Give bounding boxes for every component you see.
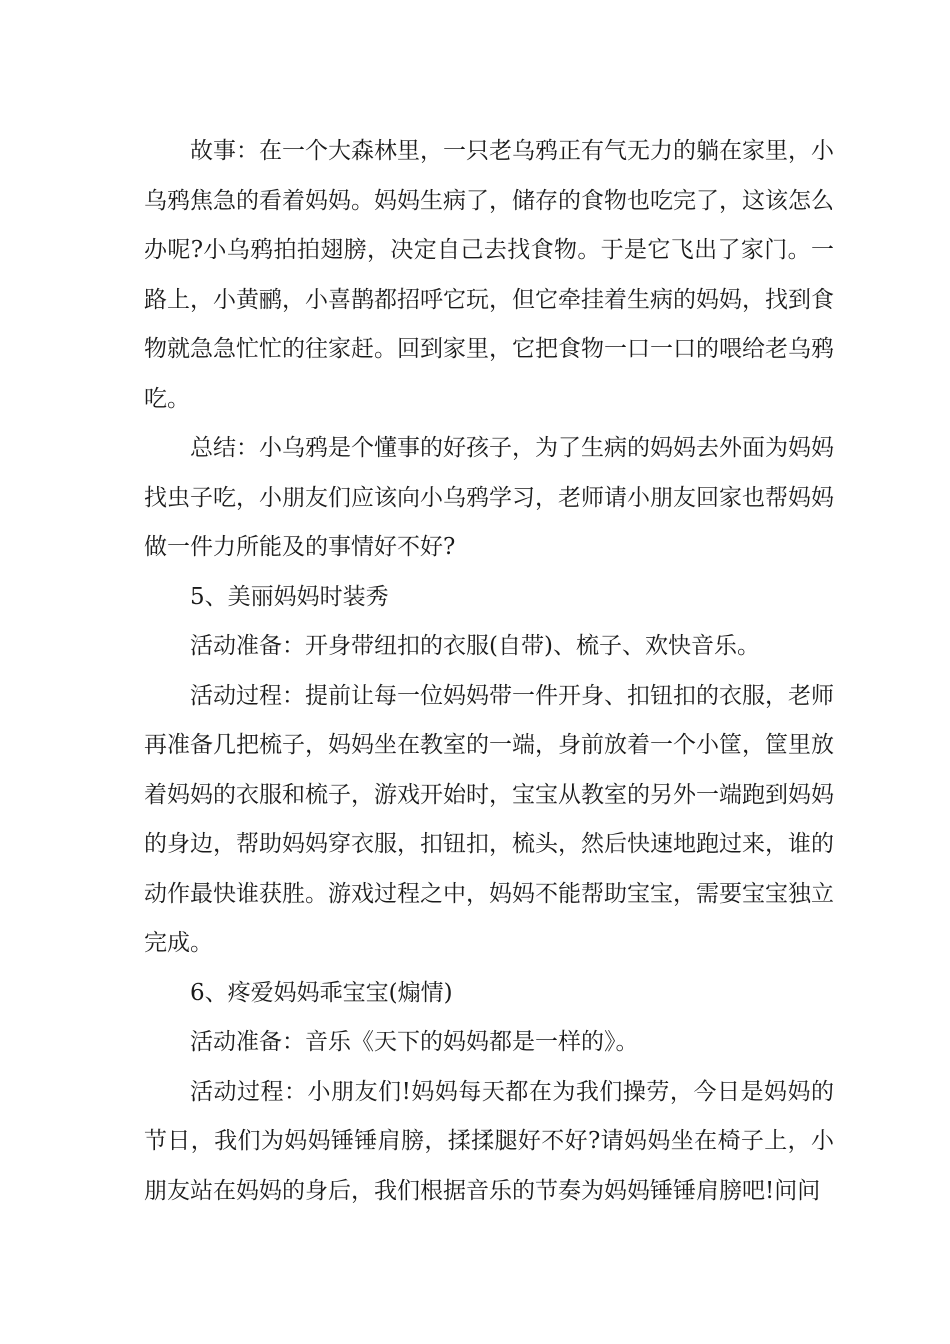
activity-process-5: 活动过程：提前让每一位妈妈带一件开身、扣钮扣的衣服，老师再准备几把梳子，妈妈坐在教室的一端，身前放着一个小筐，筐里放着妈妈的衣服和梳子，游戏开始时，宝宝从教室的另外一端跑到妈妈的身边，帮助妈妈穿衣服，扣钮扣，梳头，然后快速地跑过来，谁的动作最快谁获胜。游戏过程之中，妈妈不能帮助宝宝，需要宝宝独立完成。: [144, 682, 834, 956]
story-paragraph: 故事：在一个大森林里，一只老乌鸦正有气无力的躺在家里，小乌鸦焦急的看着妈妈。妈妈生病了，储存的食物也吃完了，这该怎么办呢?小乌鸦拍拍翅膀，决定自己去找食物。于是它飞出了家门。一路上，小黄鹂，小喜鹊都招呼它玩，但它牵挂着生病的妈妈，找到食物就急急忙忙的往家赶。回到家里，它把食物一口一口的喂给老乌鸦吃。: [144, 138, 834, 412]
activity-preparation-5: 活动准备：开身带纽扣的衣服(自带)、梳子、欢快音乐。: [190, 633, 760, 659]
activity-process-6: 活动过程：小朋友们!妈妈每天都在为我们操劳，今日是妈妈的节日，我们为妈妈锤锤肩膀，揉揉腿好不好?请妈妈坐在椅子上，小朋友站在妈妈的身后，我们根据音乐的节奏为妈妈锤锤肩膀吧!问问: [144, 1078, 834, 1204]
section-heading-6: 6、疼爱妈妈乖宝宝(煽情): [190, 979, 453, 1006]
summary-paragraph: 总结：小乌鸦是个懂事的好孩子，为了生病的妈妈去外面为妈妈找虫子吃，小朋友们应该向小乌鸦学习，老师请小朋友回家也帮妈妈做一件力所能及的事情好不好?: [144, 435, 834, 560]
document-body: [144, 127, 834, 1216]
section-heading-5: 5、美丽妈妈时装秀: [190, 583, 389, 610]
activity-preparation-6: 活动准备：音乐《天下的妈妈都是一样的》。: [190, 1029, 639, 1055]
